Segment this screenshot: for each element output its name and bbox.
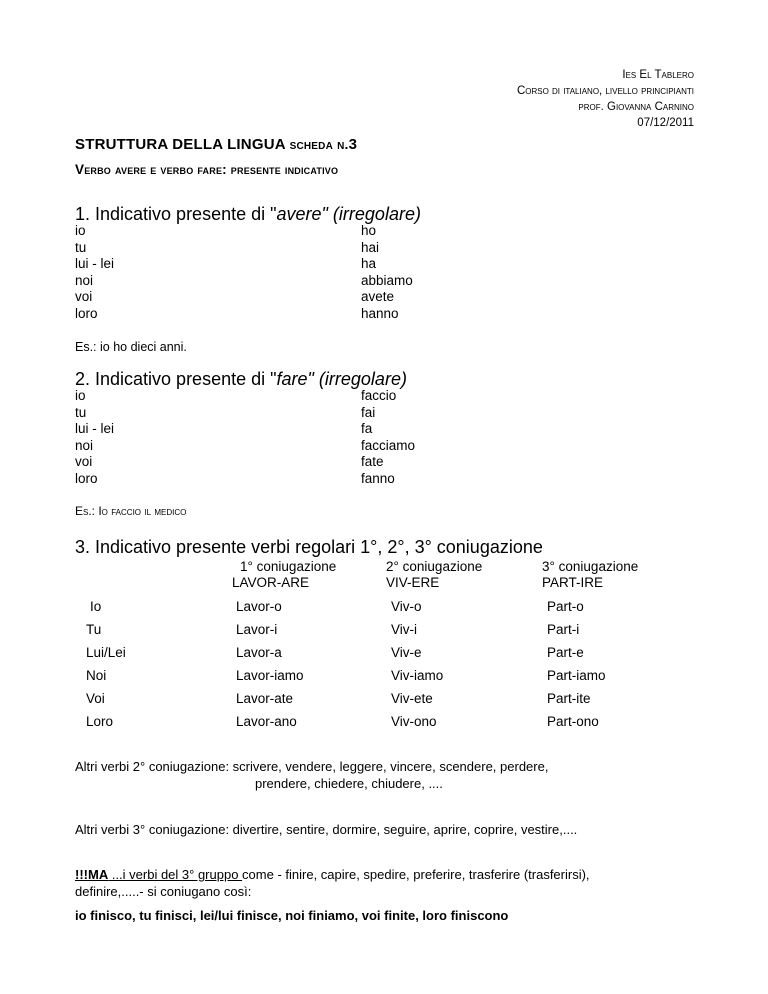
page-title-scheda: scheda n. bbox=[289, 136, 349, 152]
section1-forms bbox=[361, 223, 413, 322]
column-header-2 bbox=[386, 559, 482, 591]
verb-form: ho bbox=[361, 223, 377, 238]
row-conj1: Lavor-ate bbox=[236, 691, 294, 706]
row-conj3: Part-e bbox=[547, 645, 584, 660]
pronoun: lui - lei bbox=[75, 421, 115, 436]
column-header-3 bbox=[542, 559, 638, 591]
row-conj1: Lavor-ano bbox=[236, 714, 297, 729]
row-conj3: Part-iamo bbox=[547, 668, 606, 683]
header-date: 07/12/2011 bbox=[637, 117, 694, 129]
verb-form: fa bbox=[361, 421, 373, 436]
page-title-scheda-num: 3 bbox=[348, 136, 358, 153]
pronoun: tu bbox=[75, 404, 87, 420]
section1-heading-prefix: 1. Indicativo presente di " bbox=[75, 204, 277, 224]
section1-heading-italic: avere" (irregolare) bbox=[276, 204, 421, 224]
row-conj2: Viv-ono bbox=[391, 714, 437, 729]
row-pronoun: Voi bbox=[86, 691, 105, 706]
pronoun: lui - lei bbox=[75, 256, 115, 271]
row-pronoun: Io bbox=[90, 599, 102, 614]
pronoun: io bbox=[75, 223, 86, 238]
section2-heading bbox=[75, 369, 407, 390]
verb-form: fanno bbox=[361, 470, 395, 486]
row-conj1: Lavor-i bbox=[236, 622, 278, 637]
row-conj2: Viv-o bbox=[391, 599, 422, 614]
verb-form: fai bbox=[361, 404, 376, 420]
row-pronoun: Tu bbox=[86, 622, 102, 637]
page-title-main: STRUTTURA DELLA LINGUA bbox=[75, 136, 286, 153]
verb-form: ha bbox=[361, 256, 377, 271]
verb-form: hanno bbox=[361, 305, 399, 321]
header-school: Ies El Tablero bbox=[622, 69, 694, 81]
note-second-conj-line2: prendere, chiedere, chiudere, .... bbox=[255, 776, 443, 791]
column-verb: PART-IRE bbox=[542, 575, 604, 590]
row-pronoun: Loro bbox=[86, 714, 114, 729]
pronoun: loro bbox=[75, 305, 98, 321]
column-label: 3° coniugazione bbox=[542, 559, 639, 574]
verb-form: avete bbox=[361, 289, 395, 304]
row-conj3: Part-ono bbox=[547, 714, 599, 729]
section2-heading-italic: fare" (irregolare) bbox=[276, 369, 407, 389]
pronoun: voi bbox=[75, 454, 93, 469]
verb-form: hai bbox=[361, 239, 380, 255]
note-ma-bold: !!!MA bbox=[75, 867, 109, 882]
row-conj1: Lavor-iamo bbox=[236, 668, 304, 683]
row-conj3: Part-ite bbox=[547, 691, 591, 706]
row-conj1: Lavor-o bbox=[236, 599, 282, 614]
section1-heading bbox=[75, 204, 421, 225]
header-course: Corso di italiano, livello principianti bbox=[516, 85, 694, 97]
note-ma-line2: definire,.....- si coniugano così: bbox=[75, 884, 252, 899]
note-third-conj: Altri verbi 3° coniugazione: divertire, sentire, dormire, seguire, aprire, coprire, vestire,.... bbox=[75, 822, 578, 837]
section2-pronouns bbox=[75, 388, 114, 487]
row-conj2: Viv-iamo bbox=[391, 668, 444, 683]
column-header-1 bbox=[232, 559, 336, 591]
section2-heading-prefix: 2. Indicativo presente di " bbox=[75, 369, 277, 389]
pronoun: noi bbox=[75, 272, 94, 288]
column-verb: VIV-ERE bbox=[386, 575, 440, 590]
column-label: 2° coniugazione bbox=[386, 559, 483, 574]
row-conj3: Part-o bbox=[547, 599, 584, 614]
note-second-conj-line1: Altri verbi 2° coniugazione: scrivere, vendere, leggere, vincere, scendere, perdere, bbox=[75, 759, 549, 774]
section2-example: Es.: Io faccio il medico bbox=[75, 504, 187, 518]
section1-pronouns bbox=[75, 223, 114, 322]
section3-heading: 3. Indicativo presente verbi regolari 1°, 2°, 3° coniugazione bbox=[75, 537, 543, 557]
final-conjugation: io finisco, tu finisci, lei/lui finisce, noi finiamo, voi finite, loro finiscono bbox=[75, 908, 509, 923]
pronoun: voi bbox=[75, 289, 93, 304]
note-second-conj bbox=[75, 758, 548, 792]
note-ma-line1 bbox=[75, 866, 590, 883]
row-conj2: Viv-ete bbox=[391, 691, 433, 706]
verb-form: faccio bbox=[361, 388, 397, 403]
page-title bbox=[75, 136, 357, 153]
note-ma-rest: come - finire, capire, spedire, preferire, trasferire (trasferirsi), bbox=[242, 867, 590, 882]
verb-form: facciamo bbox=[361, 437, 416, 453]
row-conj3: Part-i bbox=[547, 622, 580, 637]
column-verb: LAVOR-ARE bbox=[232, 575, 310, 590]
page-subtitle: Verbo avere e verbo fare: presente indicativo bbox=[75, 162, 339, 177]
section2-forms bbox=[361, 388, 415, 487]
note-ma bbox=[75, 866, 590, 900]
row-conj2: Viv-e bbox=[391, 645, 422, 660]
pronoun: loro bbox=[75, 470, 98, 486]
pronoun: tu bbox=[75, 239, 87, 255]
row-conj2: Viv-i bbox=[391, 622, 418, 637]
verb-form: abbiamo bbox=[361, 272, 413, 288]
section1-example: Es.: io ho dieci anni. bbox=[75, 340, 187, 354]
pronoun: io bbox=[75, 388, 86, 403]
row-pronoun: Lui/Lei bbox=[86, 645, 126, 660]
header-teacher: prof. Giovanna Carnino bbox=[578, 101, 694, 113]
row-pronoun: Noi bbox=[86, 668, 107, 683]
pronoun: noi bbox=[75, 437, 94, 453]
column-label: 1° coniugazione bbox=[240, 559, 337, 574]
verb-form: fate bbox=[361, 454, 384, 469]
note-ma-mid: ...i verbi del 3° gruppo bbox=[108, 867, 243, 882]
row-conj1: Lavor-a bbox=[236, 645, 282, 660]
